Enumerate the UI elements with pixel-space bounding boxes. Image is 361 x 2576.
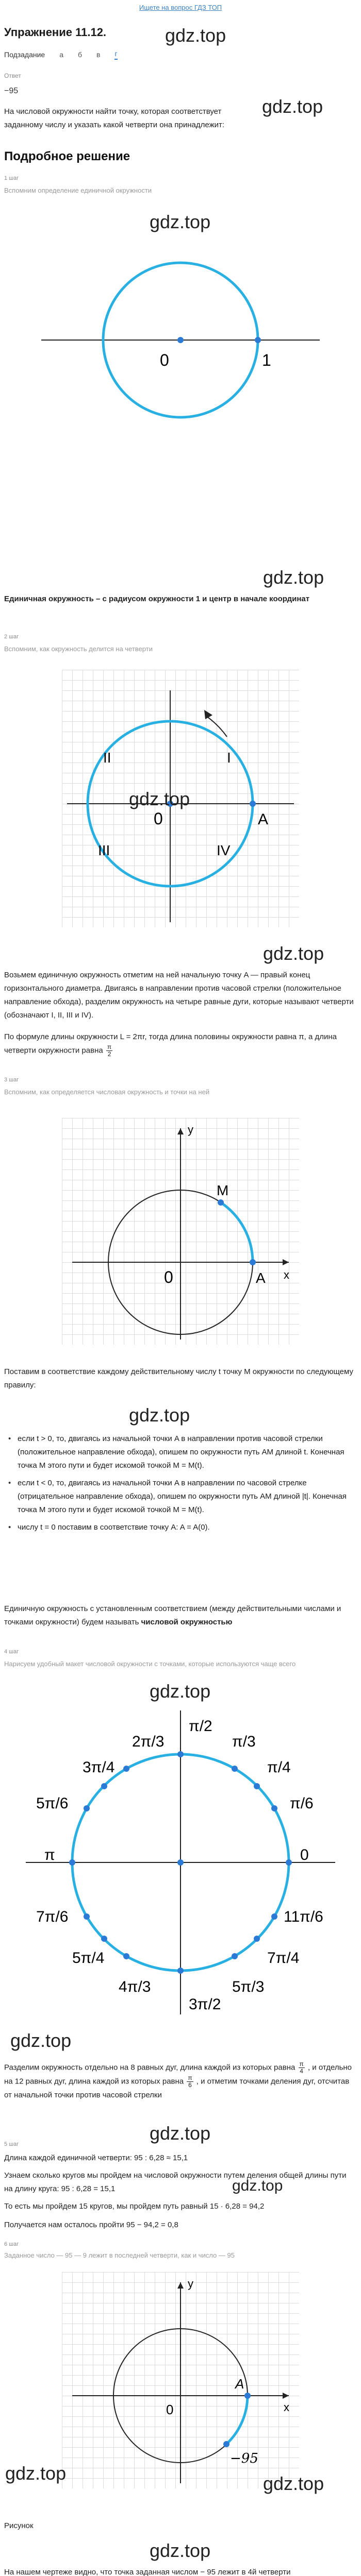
subpart-label: Подзадание xyxy=(4,50,45,59)
quarter-iv-label: IV xyxy=(217,842,231,858)
y-axis-label: y xyxy=(188,2277,193,2290)
task-text: На числовой окружности найти точку, которая соответствует заданному числу и указать какой четверти она принадлежит: xyxy=(4,107,225,129)
one-label: 1 xyxy=(262,351,271,369)
number-circle-intro: Поставим в соответствие каждому действительному числу t точку M окружности по следующему правилу: xyxy=(4,1367,353,1389)
label-5pi-3: 5π/3 xyxy=(232,1978,265,1995)
subpart-option[interactable]: в xyxy=(96,50,101,59)
detailed-title: Подробное решение xyxy=(4,149,130,163)
label-5pi-4: 5π/4 xyxy=(72,1950,105,1967)
unit-circle-figure xyxy=(21,237,340,453)
label-3pi-2: 3π/2 xyxy=(189,1996,221,2013)
arcs-text-b: , и отдельно на 12 равных дуг, длина каждой из которых равна xyxy=(4,2063,352,2086)
arcs-text-c: , и отметим точками деления дуг, отсчитав от начальной точки против часовой стрелки xyxy=(4,2077,350,2099)
point-m-label: M xyxy=(217,1182,229,1198)
answer-figure xyxy=(62,2272,299,2488)
watermark: gdz.top xyxy=(262,96,323,117)
top-bar xyxy=(0,0,361,21)
label-pi-3: π/3 xyxy=(232,1733,256,1750)
step-label: 1 шаг xyxy=(4,175,19,181)
number-circle-figure xyxy=(62,1118,299,1345)
label-pi-4: π/4 xyxy=(267,1759,291,1776)
label-5pi-6: 5π/6 xyxy=(36,1795,69,1812)
quarter-text: Возьмем единичную окружность отметим на ней начальную точку A — правый конец горизонтального диаметра. Двигаясь в направлении против часовой стрелки (положительное направление обхода), разделим окружность на четыре равные дуги, которые называют четверти (обозначают I, II, III и IV). xyxy=(4,971,354,1020)
origin-label: 0 xyxy=(166,2402,174,2417)
calc-line: Длина каждой единичной четверти: 95 : 6,28 ≈ 15,1 xyxy=(4,2154,188,2162)
watermark: gdz.top xyxy=(129,1404,190,1426)
marked-circle-figure xyxy=(15,1705,346,2020)
origin-label: 0 xyxy=(164,1268,173,1286)
subpart-option[interactable]: б xyxy=(78,50,83,59)
step-label: 2 шаг xyxy=(4,634,19,640)
label-pi: π xyxy=(44,1846,55,1863)
subpart-selector xyxy=(4,49,118,60)
step-hint: Заданное число — 95 — 9 лежит в последней четверти, как и число — 95 xyxy=(4,2251,235,2259)
label-4pi-3: 4π/3 xyxy=(119,1978,151,1995)
top-link[interactable]: Ищете на вопрос ГДЗ ТОП xyxy=(139,4,222,11)
arcs-text xyxy=(4,2061,355,2102)
step-label: 4 шаг xyxy=(4,1649,19,1655)
conclusion-line: На нашем чертеже видно, что точка заданная числом − 95 лежит в 4й четверти xyxy=(4,2568,291,2576)
label-pi-2: π/2 xyxy=(189,1718,212,1735)
list-item: • если t < 0, то, двигаясь из начальной точки A в направлении по часовой стрелке (отрицательное направление обхода), опишем по окружности путь AM длиной |t|. Конечная точка M этого пути и будет искомой точкой M = M(t). xyxy=(4,1477,355,1517)
point-a-label: A xyxy=(258,811,269,828)
step-hint: Вспомним, как окружность делится на четверти xyxy=(4,645,153,653)
watermark: gdz.top xyxy=(150,211,211,232)
watermark: gdz.top xyxy=(263,2473,324,2494)
step-hint: Вспомним, как определяется числовая окружность и точки на ней xyxy=(4,1088,210,1096)
step-hint: Вспомним определение единичной окружности xyxy=(4,187,152,194)
unit-circle-definition xyxy=(4,592,355,606)
point-value-label: −95 xyxy=(230,2451,258,2466)
watermark: gdz.top xyxy=(263,943,324,964)
fraction: $\frac{\pi}{6}$ xyxy=(188,2074,192,2089)
number-circle-definition xyxy=(4,1602,355,1629)
fraction: $\frac{\pi}{4}$ xyxy=(299,2060,304,2075)
subpart-option-active[interactable]: г xyxy=(114,49,117,60)
step-hint: Нарисуем удобный макет числовой окружности с точками, которые используются чаще всего xyxy=(4,1660,296,1668)
step-label: 3 шаг xyxy=(4,1077,19,1083)
step-label: 5 шаг xyxy=(4,2141,19,2147)
y-axis-label: y xyxy=(188,1123,193,1136)
length-formula-text: По формуле длины окружности L = 2πr, тогда длина половины окружности равна π, а длина четверти окружности равна xyxy=(4,1032,337,1055)
point-a-label: A xyxy=(256,1270,266,1286)
list-item: • если t > 0, то, двигаясь из начальной точки A в направлении против часовой стрелки (положительное направление обхода), опишем по окружности путь AM длиной t. Конечная точка M этого пути и будет искомой точкой M = M(t). xyxy=(4,1432,355,1472)
arcs-text-a: Разделим окружность отдельно на 8 равных дуг, длина каждой из которых равна xyxy=(4,2063,296,2072)
origin-label: 0 xyxy=(160,351,169,369)
fraction: $\frac{\pi}{2}$ xyxy=(107,1043,112,1058)
watermark: gdz.top xyxy=(150,2540,211,2561)
quarter-i-label: I xyxy=(227,750,231,766)
label-7pi-6: 7π/6 xyxy=(36,1908,69,1925)
answer-label: Ответ xyxy=(4,72,21,79)
answer-value: −95 xyxy=(4,87,19,95)
watermark: gdz.top xyxy=(5,2463,67,2484)
label-2pi-3: 2π/3 xyxy=(132,1733,165,1750)
quarter-iii-label: III xyxy=(98,842,110,858)
definition-term: числовой окружностью xyxy=(141,1618,233,1626)
watermark: gdz.top xyxy=(129,788,190,809)
length-formula xyxy=(4,1030,355,1058)
watermark: gdz.top xyxy=(10,2030,72,2051)
rules-list xyxy=(4,1432,355,1538)
subpart-option[interactable]: а xyxy=(59,50,64,59)
exercise-title: Упражнение 11.12. xyxy=(4,26,107,39)
quarter-ii-label: II xyxy=(103,750,111,766)
watermark: gdz.top xyxy=(165,25,226,46)
label-pi-6: π/6 xyxy=(290,1795,314,1812)
definition-text: Единичную окружность с установленным соответствием (между действительными числами и точками окружности) будем называть xyxy=(4,1604,341,1626)
unit-circle-definition-text: Единичная окружность – с радиусом окружности 1 и центр в начале координат xyxy=(4,595,310,603)
x-axis-label: x xyxy=(284,1268,289,1281)
calc-line: Получается нам осталось пройти 95 − 94,2 = 0,8 xyxy=(4,2221,178,2229)
x-axis-label: x xyxy=(284,2401,289,2414)
calc-line: То есть мы пройдем 15 кругов, мы пройдем путь равный 15 · 6,28 = 94,2 xyxy=(4,2202,265,2211)
origin-label: 0 xyxy=(154,809,163,828)
watermark: gdz.top xyxy=(150,2123,211,2144)
point-a-label: A xyxy=(235,2376,244,2392)
label-3pi-4: 3π/4 xyxy=(83,1759,115,1776)
step-label: 6 шаг xyxy=(4,2241,19,2247)
calc-line: Узнаем сколько кругов мы пройдем на числовой окружности путем деления общей длины пути на длину круга: 95 : 6,28 = 15,1 xyxy=(4,2171,347,2193)
watermark: gdz.top xyxy=(232,2177,283,2194)
figure-caption: Рисунок xyxy=(4,2521,34,2530)
watermark: gdz.top xyxy=(263,567,324,588)
label-zero: 0 xyxy=(300,1846,309,1863)
label-7pi-4: 7π/4 xyxy=(267,1950,300,1967)
label-11pi-6: 11π/6 xyxy=(284,1908,323,1925)
watermark: gdz.top xyxy=(150,1681,211,1702)
list-item: • числу t = 0 поставим в соответствие точку A: A = A(0). xyxy=(4,1521,355,1534)
